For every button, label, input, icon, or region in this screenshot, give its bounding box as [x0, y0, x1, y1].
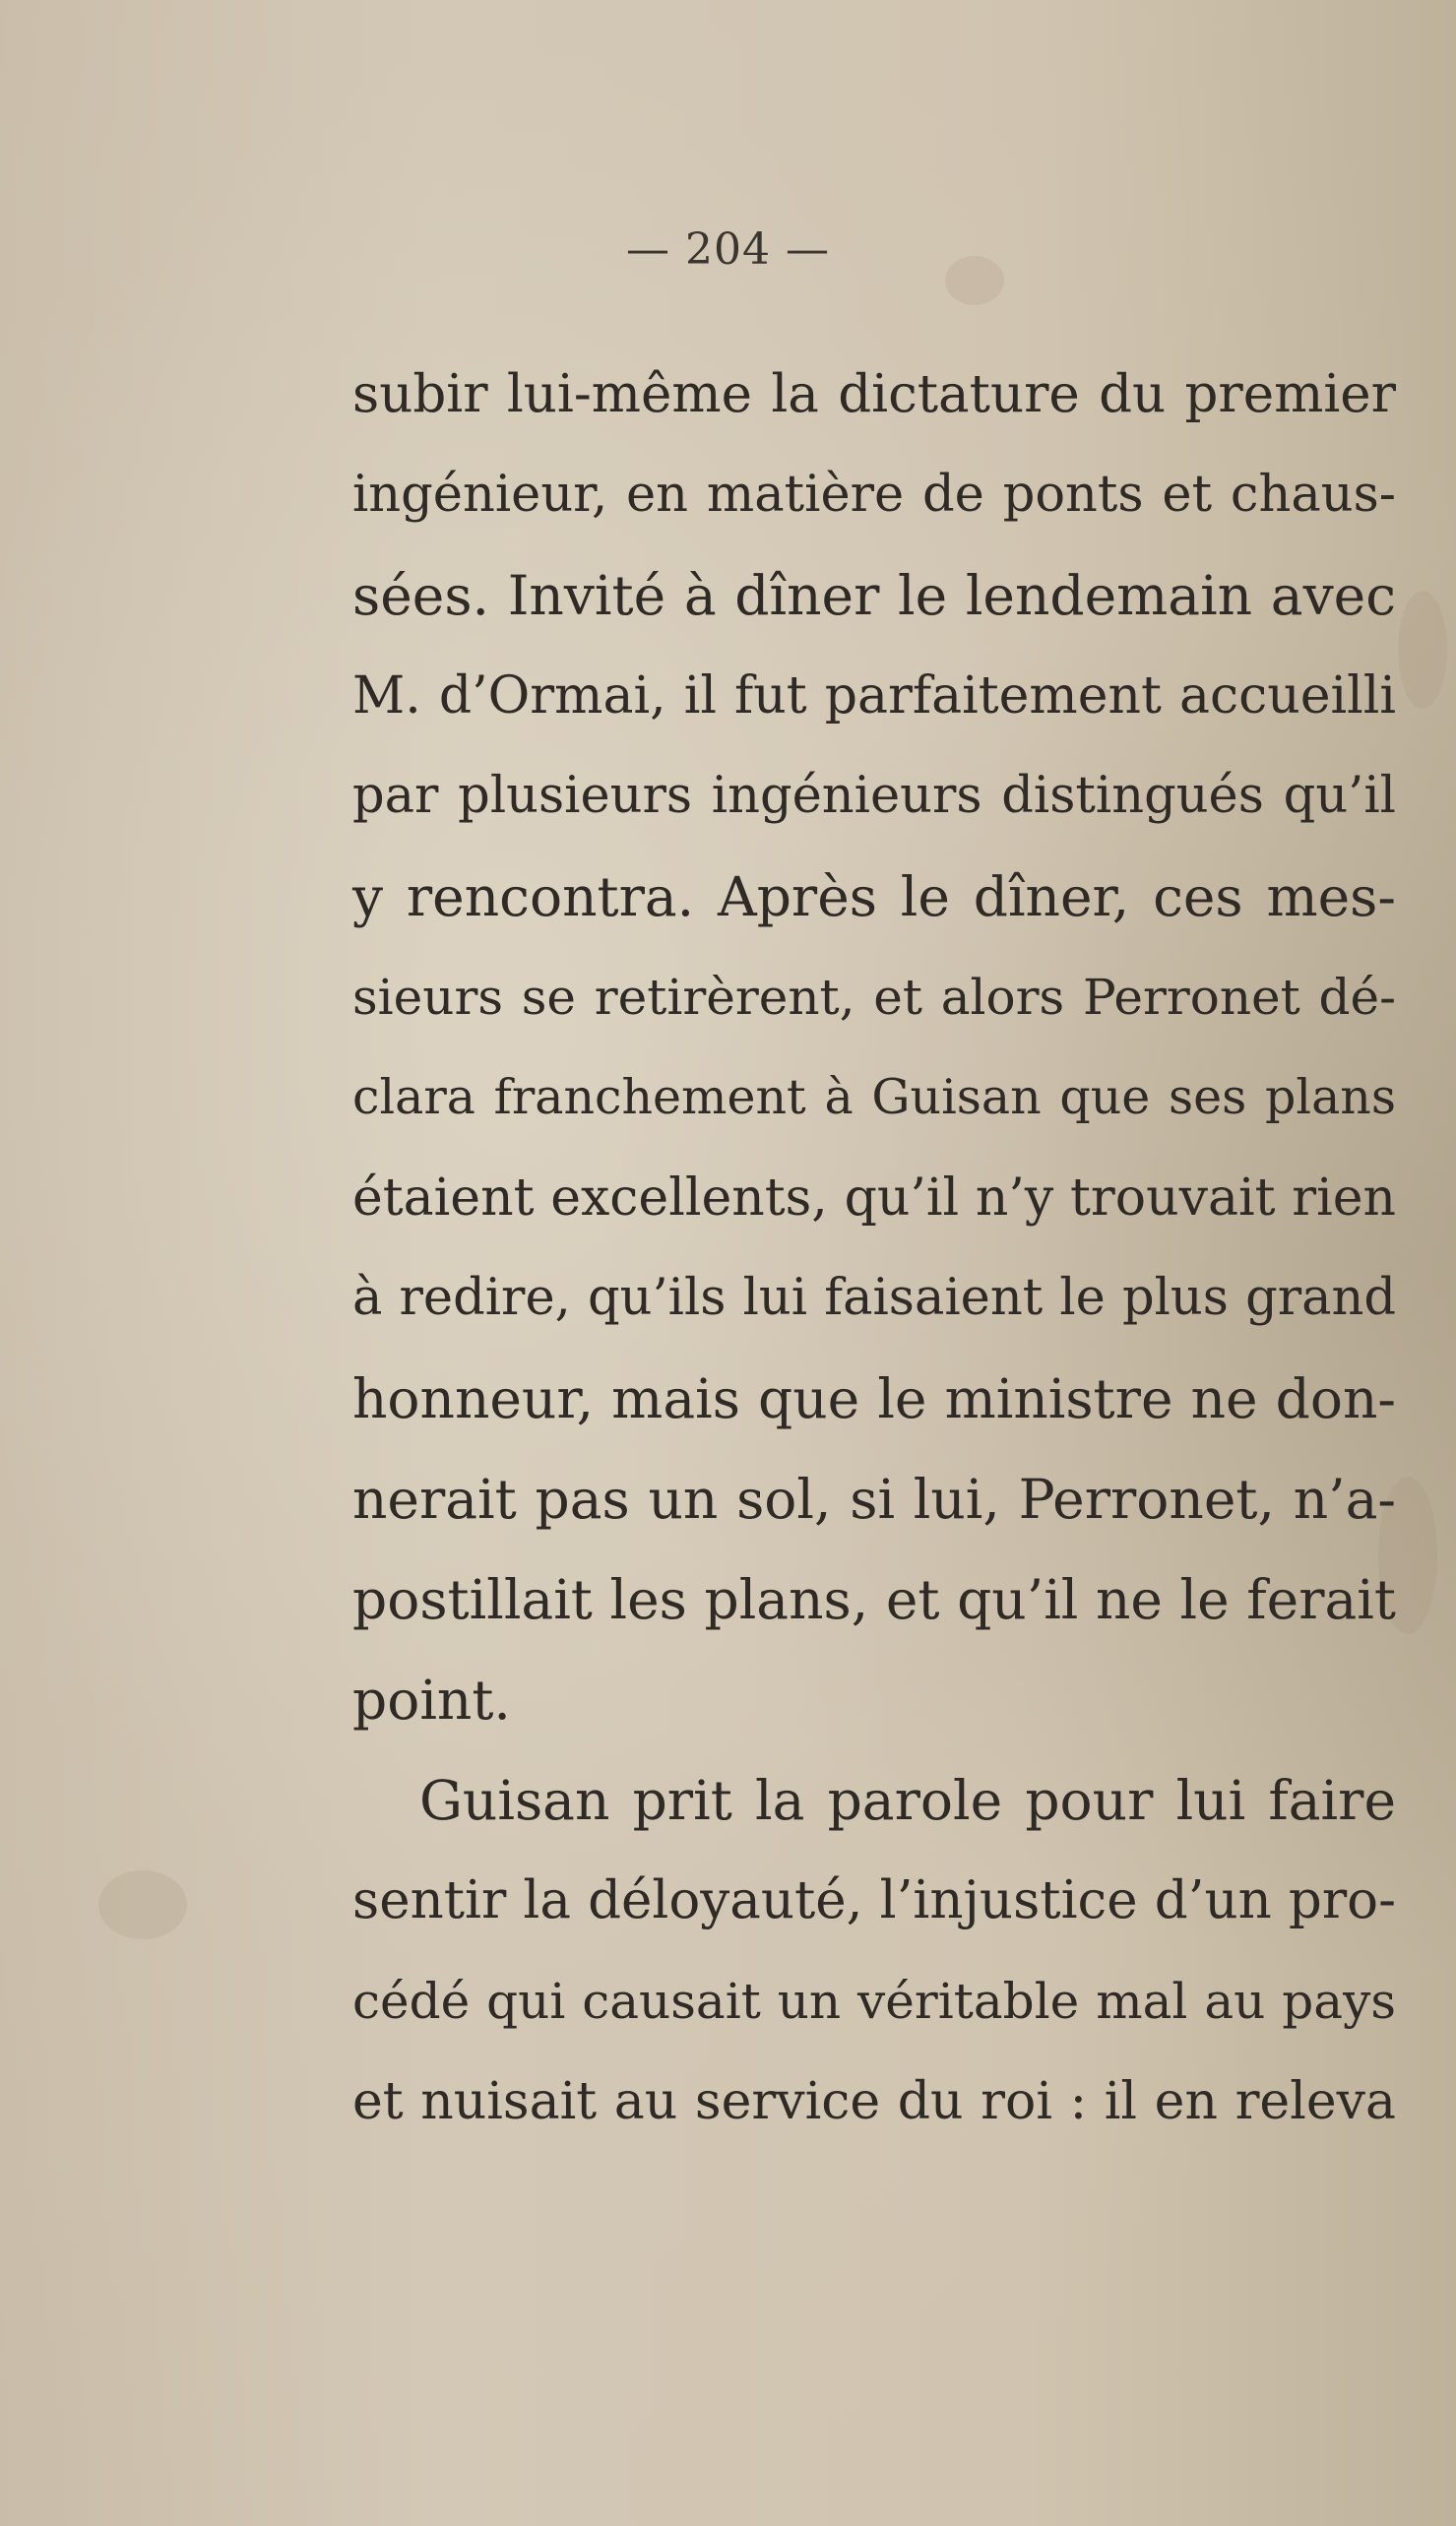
text-line: sées. Invité à dîner le lendemain avec: [352, 564, 1396, 627]
text-line: sentir la déloyauté, l’injustice d’un pro-: [352, 1870, 1396, 1930]
text-line: et nuisait au service du roi : il en releva: [352, 2072, 1396, 2131]
text-line: sieurs se retirèrent, et alors Perronet dé-: [352, 969, 1396, 1026]
text-line: nerait pas un sol, si lui, Perronet, n’a-: [352, 1468, 1396, 1531]
page-number: — 204 —: [626, 224, 830, 275]
text-line: étaient excellents, qu’il n’y trouvait rien: [352, 1168, 1396, 1228]
text-line: cédé qui causait un véritable mal au pays: [352, 1973, 1396, 2030]
text-line: honneur, mais que le ministre ne don-: [352, 1367, 1396, 1430]
text-line: clara franchement à Guisan que ses plans: [352, 1069, 1396, 1125]
text-line: M. d’Ormai, il fut parfaitement accueilli: [352, 666, 1396, 726]
text-line: Guisan prit la parole pour lui faire: [419, 1769, 1396, 1832]
text-line: subir lui-même la dictature du premier: [352, 364, 1396, 424]
text-line: ingénieur, en matière de ponts et chaus-: [352, 466, 1396, 524]
text-line: y rencontra. Après le dîner, ces mes-: [352, 865, 1396, 928]
text-line: à redire, qu’ils lui faisaient le plus grand: [352, 1269, 1396, 1327]
paper-stain: [98, 1870, 187, 1939]
text-line: point.: [352, 1669, 511, 1732]
body-text: [352, 345, 1396, 2152]
text-line: postillait les plans, et qu’il ne le ferait: [352, 1568, 1396, 1631]
text-line: par plusieurs ingénieurs distingués qu’il: [352, 767, 1396, 825]
paper-stain: [1398, 591, 1447, 709]
